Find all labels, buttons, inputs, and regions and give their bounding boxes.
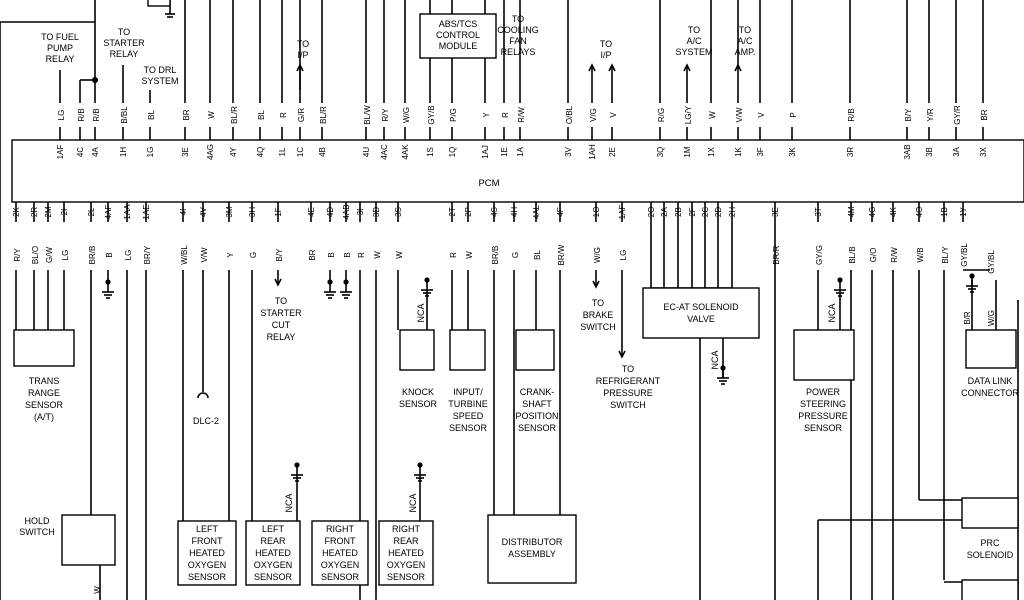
- wire-color-label: O/BL: [565, 105, 574, 125]
- wire-color-label: LG: [61, 249, 70, 261]
- pcm-pin-label: 2H: [728, 206, 737, 218]
- wire-color-label: B: [105, 252, 114, 258]
- wire-color-label: V/W: [200, 247, 209, 263]
- splice-dot: [327, 279, 332, 284]
- nca-label: NCA: [416, 303, 426, 323]
- pcm-pin-label: 1A: [516, 147, 525, 157]
- wire-color-label: BR/B: [491, 245, 500, 265]
- wire-color-label: BR: [980, 109, 989, 121]
- label-brake-switch-line: SWITCH: [580, 322, 616, 332]
- pcm-pin-label: 2E: [608, 147, 617, 157]
- pcm-pin-label: 3X: [979, 147, 988, 157]
- label-power-steering-line: PRESSURE: [798, 411, 848, 421]
- label-starter-cut-line: CUT: [271, 320, 291, 330]
- pcm-pin-label: 1H: [119, 146, 128, 158]
- splice-dot: [105, 279, 110, 284]
- label-refrigerant-line: TO: [621, 364, 635, 374]
- wire-color-label: V/W: [735, 107, 744, 123]
- pcm-pin-label: 4B: [318, 147, 327, 157]
- pcm-pin-label: 4AK: [401, 144, 410, 160]
- label-ac-system-line: SYSTEM: [675, 47, 713, 57]
- pcm-pin-label: 3S: [394, 207, 403, 217]
- pcm-pin-label: 1G: [146, 146, 155, 158]
- label-right-rear-o2-line: RIGHT: [392, 524, 420, 534]
- wire-color-label: GY/G: [815, 244, 824, 266]
- ecat-solenoid-box: [643, 288, 759, 338]
- wire-color-label: LG: [57, 109, 66, 121]
- wire-color-label: GY/BL: [960, 243, 969, 267]
- pcm-pin-label: 4O: [915, 206, 924, 218]
- wire-color-label: BL/Y: [941, 246, 950, 264]
- pcm-pin-label: 2B: [674, 207, 683, 217]
- pcm-pin-label: 1AF: [56, 144, 65, 160]
- prc-solenoid-box: [962, 498, 1018, 528]
- label-ip-2-line: I/P: [600, 50, 612, 60]
- pcm-pin-label: 4G: [868, 206, 877, 218]
- label-abs-module-line: CONTROL: [435, 30, 481, 40]
- pcm-pin-label: 4K: [889, 207, 898, 217]
- pcm-pin-label: 4E: [307, 207, 316, 217]
- label-data-link-line: CONNECTOR: [961, 388, 1019, 398]
- pcm-pin-label: 4AB: [342, 204, 351, 220]
- pcm-pin-label: 3R: [846, 146, 855, 158]
- label-refrigerant-line: REFRIGERANT: [595, 376, 661, 386]
- label-right-front-o2-line: FRONT: [324, 536, 356, 546]
- wire-color-label: W/G: [593, 247, 602, 263]
- label-starter-cut-line: RELAY: [266, 332, 296, 342]
- label-starter-relay-line: RELAY: [109, 49, 139, 59]
- wire-color-label: W/B: [916, 247, 925, 263]
- label-prc-solenoid-line: SOLENOID: [966, 550, 1014, 560]
- wire-color-label: LG: [619, 249, 628, 261]
- pcm-pin-label: 2P: [464, 207, 473, 217]
- wire-color-label: W: [207, 111, 216, 119]
- pcm-pin-label: 3B: [925, 147, 934, 157]
- wire-color-label: R/B: [847, 108, 856, 122]
- label-fuel-pump-line: TO FUEL: [41, 32, 79, 42]
- label-trans-range-line: RANGE: [27, 388, 61, 398]
- label-right-rear-o2-line: SENSOR: [386, 572, 426, 582]
- label-knock-sensor-line: KNOCK: [401, 387, 435, 397]
- label-hold-switch-line: HOLD: [24, 516, 50, 526]
- pcm-pin-label: 4AG: [206, 143, 215, 161]
- label-left-rear-o2-line: LEFT: [261, 524, 285, 534]
- wire-color-label: R/Y: [13, 248, 22, 262]
- pcm-pin-label: 1C: [296, 146, 305, 158]
- pcm-pin-label: 4U: [362, 146, 371, 158]
- label-right-front-o2-line: OXYGEN: [320, 560, 360, 570]
- wire-color-label: R: [279, 112, 288, 118]
- label-input-turbine-line: SPEED: [452, 411, 484, 421]
- wire-color-label: Y: [482, 112, 491, 118]
- pcm-pin-label: 3AB: [903, 144, 912, 160]
- label-left-front-o2-line: FRONT: [191, 536, 223, 546]
- label-right-front-o2-line: HEATED: [322, 548, 358, 558]
- pcm-pin-label: 1M: [683, 146, 692, 158]
- pcm-pin-label: 2A: [660, 207, 669, 217]
- label-input-turbine-line: SENSOR: [448, 423, 488, 433]
- label-right-front-o2-line: SENSOR: [320, 572, 360, 582]
- wire-color-label: Y: [226, 252, 235, 258]
- splice-dot: [343, 279, 348, 284]
- label-cooling-fan-line: TO: [511, 14, 525, 24]
- label-left-front-o2-line: LEFT: [195, 524, 219, 534]
- pcm-pin-label: 4D: [326, 206, 335, 218]
- pcm-pin-label: 3I: [356, 208, 365, 216]
- wire-color-label: V: [757, 112, 766, 118]
- pcm-pin-label: 4AL: [532, 204, 541, 220]
- label-trans-range-line: TRANS: [28, 376, 60, 386]
- wire-color-label: BR/B: [88, 245, 97, 265]
- trans-range-sensor-box: [14, 330, 74, 366]
- label-crank-sensor-line: SHAFT: [522, 399, 552, 409]
- wire-color-label: G/W: [45, 247, 54, 263]
- nca-label: NCA: [408, 493, 418, 513]
- pcm-pin-label: 1S: [426, 147, 435, 157]
- label-power-steering-line: POWER: [805, 387, 841, 397]
- label-left-rear-o2-line: HEATED: [255, 548, 291, 558]
- pcm-pin-label: 3A: [952, 147, 961, 157]
- pcm-pin-label: 1K: [734, 147, 743, 157]
- wire-color-label: G: [249, 251, 258, 259]
- label-knock-sensor-line: SENSOR: [398, 399, 438, 409]
- wire-color-label: BL/W: [363, 105, 372, 125]
- wire-color-label: B/R: [963, 311, 972, 325]
- pcm-pin-label: 1AH: [588, 144, 597, 160]
- wire-color-label: R/W: [517, 107, 526, 123]
- label-distributor-line: ASSEMBLY: [508, 549, 556, 559]
- solenoid2-box: [962, 580, 1018, 600]
- pcm-pin-label: 2R: [30, 206, 39, 218]
- pcm-pin-label: 3K: [788, 147, 797, 157]
- connector-fragment: [148, 0, 170, 6]
- label-ip-1-line: TO: [296, 39, 310, 49]
- label-distributor-line: DISTRIBUTOR: [501, 537, 563, 547]
- wire-color-label: B: [343, 252, 352, 258]
- label-ac-amp-line: A/C: [737, 36, 753, 46]
- pcm-pin-label: 4I: [179, 208, 188, 216]
- pcm-pin-label: 2L: [87, 207, 96, 217]
- wire-color-label: G: [511, 251, 520, 259]
- pcm-pin-label: 3T: [814, 207, 823, 217]
- wire-color-label: P/G: [449, 108, 458, 122]
- wire-color-label: W: [708, 111, 717, 119]
- wire-color-label: W/G: [402, 107, 411, 123]
- pcm-pin-label: 2M: [44, 206, 53, 218]
- label-power-steering-line: SENSOR: [803, 423, 843, 433]
- wire-color-label: BR/Y: [143, 245, 152, 265]
- pcm-label: PCM: [478, 178, 500, 189]
- wire-color-label: B/Y: [904, 108, 913, 122]
- splice-dot: [969, 273, 974, 278]
- label-input-turbine-line: TURBINE: [448, 399, 488, 409]
- label-prc-solenoid-line: PRC: [980, 538, 1000, 548]
- wire-color-label: W/G: [987, 310, 996, 326]
- pcm-pin-label: 2C: [701, 206, 710, 218]
- wire-color-label: BL: [147, 110, 156, 120]
- label-crank-sensor-line: SENSOR: [517, 423, 557, 433]
- pcm-pin-label: 1Q: [448, 146, 457, 158]
- label-ip-1-line: I/P: [297, 50, 309, 60]
- wire-color-label: G/O: [869, 247, 878, 263]
- wire-color-label: R/G: [657, 107, 666, 123]
- wire-color-label: W: [465, 251, 474, 259]
- wire-color-label: LG/Y: [684, 105, 693, 125]
- wire-color-label: B: [327, 252, 336, 258]
- label-abs-module-line: MODULE: [438, 41, 478, 51]
- label-ac-system-line: A/C: [686, 36, 702, 46]
- wire-color-label: BL/B: [848, 246, 857, 264]
- pcm-pin-label: 1Y: [959, 207, 968, 217]
- label-left-rear-o2-line: SENSOR: [253, 572, 293, 582]
- label-left-front-o2-line: SENSOR: [187, 572, 227, 582]
- label-hold-switch-line: SWITCH: [19, 527, 55, 537]
- label-drl-line: TO DRL: [143, 65, 177, 75]
- label-brake-switch-line: BRAKE: [582, 310, 614, 320]
- wire-color-label: W/BL: [180, 245, 189, 265]
- pcm-pin-label: 1E: [500, 147, 509, 157]
- label-left-rear-o2-line: REAR: [260, 536, 286, 546]
- pcm-pin-label: 1F: [274, 207, 283, 217]
- wire-color-label: W: [93, 586, 102, 594]
- data-link-box: [966, 330, 1016, 368]
- wire-color-label: BL: [533, 250, 542, 260]
- power-steering-box: [794, 330, 854, 380]
- wire-color-label: W: [373, 251, 382, 259]
- hold-switch-box: [62, 515, 115, 565]
- pcm-pin-label: 4AC: [380, 144, 389, 160]
- pcm-pin-label: 4H: [510, 206, 519, 218]
- wire-color-label: B/Y: [275, 248, 284, 262]
- label-cooling-fan-line: FAN: [509, 36, 527, 46]
- label-ecat-line: EC-AT SOLENOID: [663, 302, 739, 312]
- pcm-pin-label: 4V: [199, 207, 208, 217]
- label-starter-relay-line: TO: [117, 27, 131, 37]
- label-ip-2-line: TO: [599, 39, 613, 49]
- pcm-pin-label: 1AE: [142, 204, 151, 220]
- wire-color-label: R/B: [92, 108, 101, 122]
- pcm-pin-label: 4AF: [104, 204, 113, 220]
- label-ecat-line: VALVE: [687, 314, 715, 324]
- label-trans-range-line: SENSOR: [24, 400, 64, 410]
- label-dlc2: DLC-2: [192, 416, 220, 426]
- nca-label: NCA: [284, 493, 294, 513]
- label-abs-module-line: ABS/TCS: [438, 19, 478, 29]
- input-turbine-box: [450, 330, 485, 370]
- label-left-front-o2-line: OXYGEN: [187, 560, 227, 570]
- label-cooling-fan-line: RELAYS: [500, 47, 536, 57]
- wire-color-label: G/R: [297, 107, 306, 123]
- wire-color-label: BR: [308, 249, 317, 261]
- label-ac-system-line: TO: [687, 25, 701, 35]
- label-ac-amp-line: TO: [738, 25, 752, 35]
- label-right-rear-o2-line: HEATED: [388, 548, 424, 558]
- label-refrigerant-line: PRESSURE: [603, 388, 653, 398]
- wire-color-label: V/G: [589, 108, 598, 122]
- nca-label: NCA: [710, 350, 720, 370]
- components-layer: [14, 14, 1019, 600]
- label-brake-switch-line: TO: [591, 298, 605, 308]
- wire-color-label: Y/R: [926, 108, 935, 122]
- wire-color-label: R: [501, 112, 510, 118]
- label-input-turbine-line: INPUT/: [453, 387, 483, 397]
- wire-color-label: LG: [124, 249, 133, 261]
- pcm-pin-label: 4C: [76, 146, 85, 158]
- wire-color-label: W: [395, 251, 404, 259]
- pcm-pin-label: 1X: [707, 147, 716, 157]
- pcm-pin-label: 1AJ: [481, 145, 490, 159]
- splice-dot: [92, 77, 98, 83]
- label-starter-cut-line: STARTER: [260, 308, 302, 318]
- splice-dot: [424, 277, 429, 282]
- wire-color-label: BL/R: [319, 106, 328, 124]
- pcm-pin-label: 2K: [12, 207, 21, 217]
- wire-color-label: BR/W: [557, 244, 566, 266]
- pcm-pin-label: 1AF: [618, 204, 627, 220]
- pcm-pin-label: 1O: [592, 206, 601, 218]
- wire-color-label: BR/R: [772, 245, 781, 265]
- pcm-pin-label: 2D: [714, 206, 723, 218]
- label-data-link-line: DATA LINK: [967, 376, 1013, 386]
- pcm-pin-label: 3E: [771, 207, 780, 217]
- nca-label: NCA: [827, 303, 837, 323]
- label-left-rear-o2-line: OXYGEN: [253, 560, 293, 570]
- label-cooling-fan-line: COOLING: [497, 25, 539, 35]
- pcm-pin-label: 3V: [564, 147, 573, 157]
- pcm-pin-label: 3F: [756, 147, 765, 157]
- label-trans-range-line: (A/T): [34, 412, 54, 422]
- label-fuel-pump-line: PUMP: [46, 43, 74, 53]
- wire-color-label: BL/R: [230, 106, 239, 124]
- wire-color-label: BR: [182, 109, 191, 121]
- wire-color-label: P: [789, 112, 798, 118]
- label-drl-line: SYSTEM: [141, 76, 179, 86]
- label-fuel-pump-line: RELAY: [45, 54, 75, 64]
- pcm-pin-label: 3D: [372, 206, 381, 218]
- pcm-pin-label: 2O: [647, 206, 656, 218]
- crank-sensor-box: [516, 330, 554, 370]
- wire-color-label: B/BL: [120, 106, 129, 124]
- label-crank-sensor-line: CRANK-: [519, 387, 555, 397]
- splice-dot: [837, 277, 842, 282]
- wire-color-label: GY/B: [427, 105, 436, 125]
- wire-color-label: GY/R: [953, 105, 962, 125]
- label-crank-sensor-line: POSITION: [515, 411, 559, 421]
- label-refrigerant-line: SWITCH: [610, 400, 646, 410]
- pcm-pin-label: 4Y: [229, 147, 238, 157]
- wire-color-label: R: [449, 252, 458, 258]
- pcm-pin-label: 4F: [556, 207, 565, 217]
- wire-color-label: BL/O: [31, 245, 40, 265]
- splice-dot: [720, 365, 725, 370]
- splice-dot: [294, 462, 299, 467]
- wire-color-label: R/W: [890, 247, 899, 263]
- pcm-pin-label: 4M: [847, 206, 856, 218]
- label-power-steering-line: STEERING: [799, 399, 847, 409]
- pcm-pin-label: 4A: [91, 147, 100, 157]
- pcm-pin-label: 1AA: [123, 204, 132, 220]
- label-right-front-o2-line: RIGHT: [326, 524, 354, 534]
- knock-sensor-box: [400, 330, 434, 370]
- pcm-pin-label: 3M: [225, 206, 234, 218]
- label-right-rear-o2-line: OXYGEN: [386, 560, 426, 570]
- pcm-pin-label: 3E: [181, 147, 190, 157]
- label-left-front-o2-line: HEATED: [189, 548, 225, 558]
- pcm-pin-label: 4S: [490, 207, 499, 217]
- wire-color-label: BL: [257, 110, 266, 120]
- label-ac-amp-line: AMP.: [734, 47, 756, 57]
- pcm-pin-label: 2I: [60, 208, 69, 216]
- wire-color-label: R/Y: [381, 108, 390, 122]
- pcm-pin-label: 3H: [248, 206, 257, 218]
- splice-dot: [417, 462, 422, 467]
- pcm-pin-label: 1L: [278, 147, 287, 157]
- dlc-connector: [198, 393, 208, 398]
- wire-color-label: R/B: [77, 108, 86, 122]
- wire-color-label: GY/BL: [987, 250, 996, 274]
- pcm-pin-label: 2F: [688, 207, 697, 217]
- pcm-pin-label: 4Q: [256, 146, 265, 158]
- pcm-pin-label: 3Q: [656, 146, 665, 158]
- pcm-pin-label: 2T: [448, 207, 457, 217]
- wire-color-label: V: [609, 112, 618, 118]
- wire-color-label: R: [357, 252, 366, 258]
- label-right-rear-o2-line: REAR: [393, 536, 419, 546]
- label-starter-cut-line: TO: [274, 296, 288, 306]
- label-starter-relay-line: STARTER: [103, 38, 145, 48]
- pcm-pin-label: 1B: [940, 207, 949, 217]
